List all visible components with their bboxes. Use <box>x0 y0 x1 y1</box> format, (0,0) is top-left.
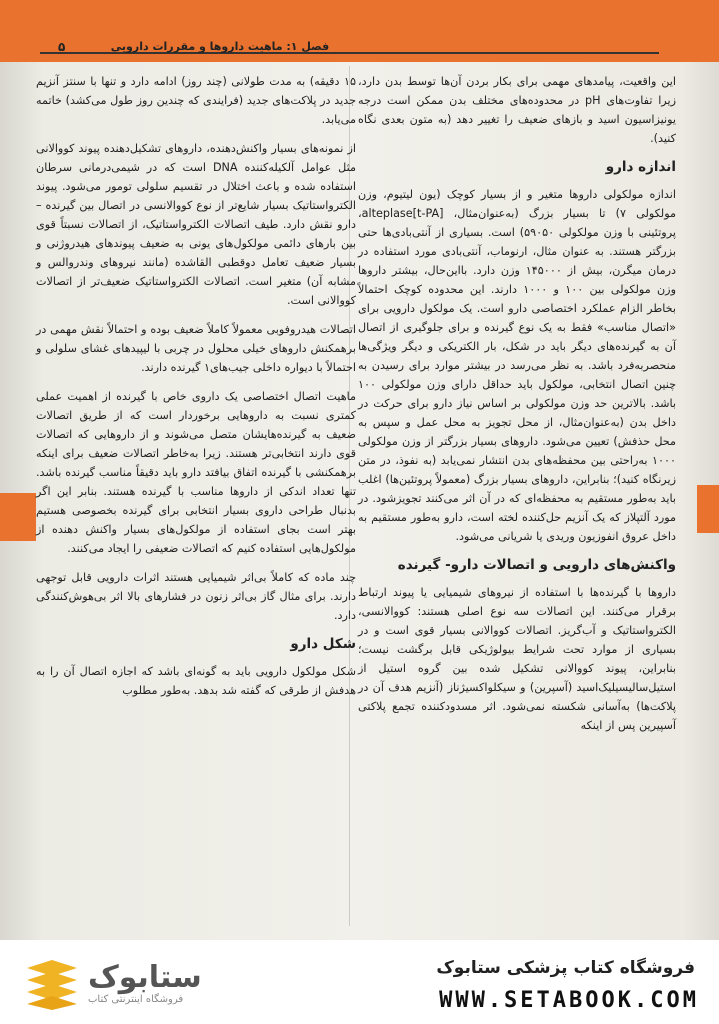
book-logo-icon <box>22 960 82 1010</box>
left-thumb-tab <box>0 493 36 541</box>
right-thumb-tab <box>697 485 719 533</box>
setabook-logo <box>22 960 272 1010</box>
logo-wordmark: ستابوک <box>88 960 202 995</box>
section-heading-drug-receptor-bonds: واکنش‌های دارویی و اتصالات دارو- گیرنده <box>397 557 676 573</box>
paragraph: داروها با گیرنده‌ها با استفاده از نیروهای شیمیایی یا پیوند ارتباط برقرار می‌کنند. این اتصالات سه نوع اصلی هستند: کووالانسی، الکترواستاتیک و آب‌گریز. اتصالات کووالانی بسیار قوی است و در بسیاری از موارد تحت شرایط بیولوژیکی قابل برگشت نیست؛ بنابراین، پیوند کووالانی تشکیل شده بین گروه استیل از استیل‌سالیسیلیک‌اسید (آسپرین) و سیکلواکسیژناز (آنزیم هدف آن در پلاکت‌ها) به‌آسانی شکسته نمی‌شود. اثر مسدودکننده تجمع پلاکتی آسپیرین پس از اینکه <box>358 586 676 732</box>
left-column <box>36 72 356 710</box>
store-url-link[interactable]: WWW.SETABOOK.COM <box>439 988 699 1013</box>
paragraph: از نمونه‌های بسیار واکنش‌دهنده، داروهای تشکیل‌دهنده پیوند کووالانی مثل عوامل آلکیله‌کننده DNA است که در شیمی‌درمانی سرطان استفاده شده و باعث اختلال در تقسیم سلولی تومور می‌شود. پیوند الکترواستاتیک بسیار شایع‌تر از نوع کووالانسی در اتصال بین گیرنده – دارو نقش دارد. طیف اتصالات الکترواستاتیک، از اتصالات نسبتاً قوی بین بارهای دائمی مولکول‌های یونی به ضعیف پیوندهای هیدروژنی و بسیار ضعیف تعامل دوقطبی القاشده (مانند نیروهای وندروالس و مشابه آن) متغیر است. اتصالات الکترواستاتیک ضعیف‌تر از اتصالات کووالانی است. <box>36 142 356 307</box>
paragraph: ماهیت اتصال اختصاصی یک داروی خاص با گیرنده از اهمیت عملی کمتری نسبت به داروهایی برخوردار است که از طریق اتصالات ضعیف به گیرنده‌هایشان متصل می‌شوند و از داروهایی که اتصالات قوی دارند انتخابی‌تر هستند. زیرا به‌خاطر اتصالات ضعیف برای اینکه برهمکنشی با گیرنده اتفاق بیافتد دارو باید دقیقاً مناسب گیرنده باشد. تنها تعداد اندکی از داروها مناسب با گیرنده هستند. بنابر این اگر بدنبال طراحی داروی بسیار انتخابی برای گیرنده بخصوصی هستیم بهتر است بجای استفاده از مولکول‌های بسیار واکنش دهنده از مولکول‌هایی استفاده کنیم که اتصالات ضعیفی را ایجاد می‌کنند. <box>36 390 356 555</box>
paragraph: ۱۵ دقیقه) به مدت طولانی (چند روز) ادامه دارد و تنها با سنتز آنزیم جدید در پلاکت‌های جدید (فرایندی که چندین روز طول می‌کشد) خاتمه می‌یابد. <box>36 75 356 126</box>
store-name: فروشگاه کتاب پزشکی ستابوک <box>436 958 695 978</box>
paragraph: اتصالات هیدروفوبی معمولاً کاملاً ضعیف بوده و احتمالاً نقش مهمی در برهمکنش داروهای خیلی محلول در چربی با لیپیدهای غشای سلولی و احتمالاً با دیواره داخلی جیب‌های۱ گیرنده دارند. <box>36 323 356 374</box>
section-heading-drug-shape: شکل دارو <box>290 636 356 652</box>
paragraph: شکل مولکول دارویی باید به گونه‌ای باشد که اجازه اتصال آن را به هدفش از طرقی که گفته شد بدهد. به‌طور مطلوب <box>36 665 356 697</box>
section-heading-drug-size: اندازه دارو <box>605 159 676 175</box>
logo-subtitle: فروشگاه اینترنتی کتاب <box>88 994 184 1005</box>
right-column <box>358 72 676 745</box>
paragraph: چند ماده که کاملاً بی‌اثر شیمیایی هستند اثرات دارویی قابل توجهی دارند. برای مثال گاز بی‌اثر زنون در فشارهای بالا اثر بی‌هوش‌کنندگی دارد. <box>36 571 356 622</box>
chapter-title: فصل ۱: ماهیت داروها و مقررات دارویی <box>110 40 330 53</box>
paragraph: این واقعیت، پیامدهای مهمی برای بکار بردن آن‌ها توسط بدن دارد، زیرا تفاوت‌های pH در محدوده‌های مختلف بدن ممکن است درجه یونیزاسیون اسید و بازهای ضعیف را تغییر دهد (به متون بعدی نگاه کنید). <box>358 75 676 145</box>
paragraph: اندازه مولکولی داروها متغیر و از بسیار کوچک (یون لیتیوم، وزن مولکولی ۷) تا بسیار بزرگ (به‌عنوان‌مثال، [t-PA]alteplase، پروتئینی با وزن مولکولی ۵۹۰۵۰) است. بسیاری از آنتی‌بادی‌ها حتی بزرگتر هستند. به عنوان مثال، ارنوماب، آنتی‌بادی مورد استفاده در درمان میگرن، بیش از ۱۴۵۰۰۰ وزن دارد. بااین‌حال، بیشتر داروها وزن مولکولی بین ۱۰۰ و ۱۰۰۰ دارند. این محدوده کوچک احتمالاً بخاطر الزام عملکرد اختصاصی دارو است. یک مولکول دارویی برای «اتصال مناسب» فقط به یک نوع گیرنده و برای جلوگیری از اتصال آن به گیرنده‌های دیگر باید در شکل، بار الکتریکی و دیگر ویژگی‌ها منحصربه‌فرد باشد. به نظر می‌رسد در بیشتر موارد برای رسیدن به چنین اتصال انتخابی، مولکول باید حداقل دارای وزن مولکولی ۱۰۰ باشد. بالاترین حد وزن مولکولی بر اساس نیاز دارو برای حرکت در داخل بدن (به‌عنوان‌مثال، از محل تجویز به محل عمل و سپس به محل حذفش) تعیین می‌شود. داروهای بسیار بزرگتر از وزن مولکولی ۱۰۰۰ به‌راحتی بین محفظه‌های بدن انتشار نمی‌یابد (به نفوذ، در متن زیرنگاه کنید)؛ بنابراین، داروهای بسیار بزرگ (معمولاً پروتئین‌ها) اغلب باید به‌طور مستقیم به محفظه‌ای که در آن اثر می‌کنند تجویزشود. در مورد آلتپلاز که یک آنزیم حل‌کننده لخته است، دارو به‌طور مستقیم به داخل عروق انفوزیون وریدی یا شریانی می‌شود. <box>358 188 676 543</box>
page-number: ۵ <box>58 40 66 54</box>
